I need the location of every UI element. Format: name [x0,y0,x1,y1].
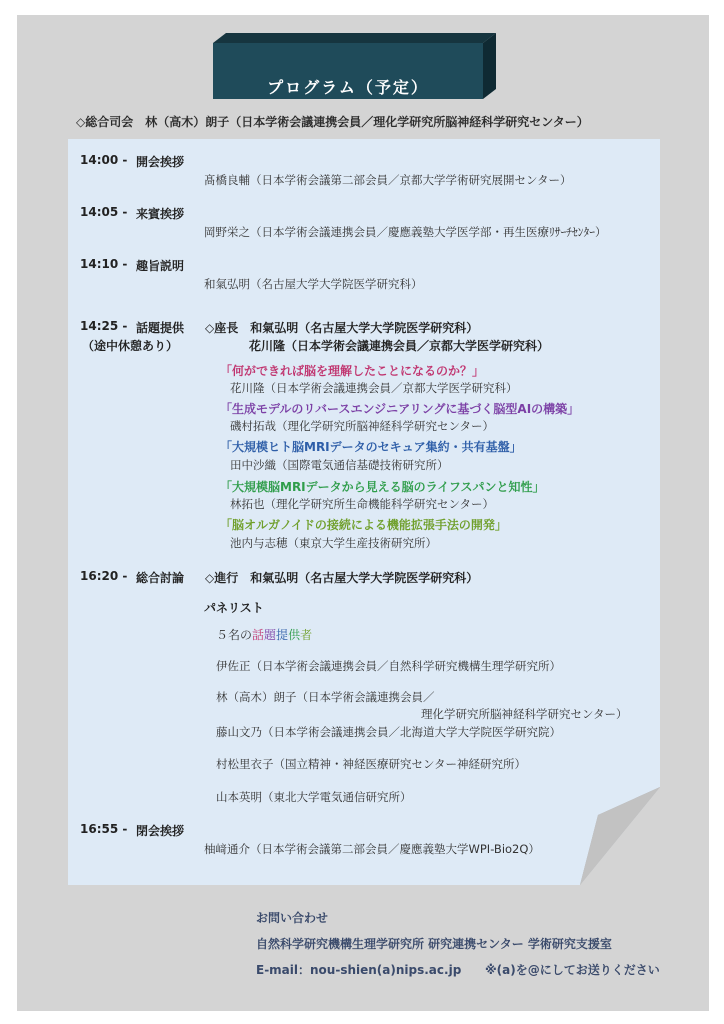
talk-3-speaker: 田中沙織（国際電気通信基礎技術研究所） [230,458,449,472]
closing-label: 閉会挨拶 [136,824,185,838]
topics-chair-2: 花川隆（日本学術会議連携会員／京都大学医学研究科） [249,339,550,353]
contact-label: お問い合わせ [256,911,329,925]
discussion-time: 16:20 - [80,569,128,583]
topics-time: 14:25 - [80,319,128,333]
talk-2-title: 「生成モデルのリバースエンジニアリングに基づく脳型AIの構築」 [220,402,580,416]
closing-time: 16:55 - [80,822,128,836]
guest-speaker: 岡野栄之（日本学術会議連携会員／慶應義塾大学医学部・再生医療ﾘｻｰﾁｾﾝﾀｰ） [204,225,607,239]
discussion-chair: ◇進行 和氣弘明（名古屋大学大学院医学研究科） [205,571,479,585]
contact-organization: 自然科学研究機構生理学研究所 研究連携センター 学術研究支援室 [256,937,612,951]
purpose-label: 趣旨説明 [136,259,185,273]
panelist-4: 村松里衣子（国立精神・神経医療研究センター神経研究所） [216,757,527,771]
guest-label: 来賓挨拶 [136,207,185,221]
opening-label: 開会挨拶 [136,155,185,169]
panelist-2-line-1: 林（高木）朗子（日本学術会議連携会員／ [216,690,435,704]
purpose-speaker: 和氣弘明（名古屋大学大学院医学研究科） [204,277,423,291]
contact-email: E-mail：nou-shien(a)nips.ac.jp [256,963,462,977]
opening-time: 14:00 - [80,153,128,167]
panelists-label: パネリスト [204,601,264,615]
title-box [213,33,497,99]
opening-speaker: 髙橋良輔（日本学術会議第二部会員／京都大学学術研究展開センター） [204,173,572,187]
closing-speaker: 柚﨑通介（日本学術会議第二部会員／慶應義塾大学WPI-Bio2Q） [204,842,540,856]
panel-intro-char-3: 提 [276,628,289,642]
panel-intro-prefix: ５名の [216,628,253,642]
panel-intro-char-2: 題 [264,628,277,642]
panel-intro-char-4: 供 [288,628,301,642]
talk-4-title: 「大規模脳MRIデータから見える脳のライフスパンと知性」 [220,480,545,494]
talk-5-title: 「脳オルガノイドの接続による機能拡張手法の開発」 [220,518,507,532]
discussion-label: 総合討論 [136,571,185,585]
guest-time: 14:05 - [80,205,128,219]
topics-break-note: （途中休憩あり） [82,339,179,353]
panelist-1: 伊佐正（日本学術会議連携会員／自然科学研究機構生理学研究所） [216,659,561,673]
panelist-3: 藤山文乃（日本学術会議連携会員／北海道大学大学院医学研究院） [216,725,561,739]
purpose-time: 14:10 - [80,257,128,271]
panel-intro-char-5: 者 [300,628,313,642]
program-card [68,139,660,885]
talk-5-speaker: 池内与志穂（東京大学生産技術研究所） [230,536,437,550]
contact-email-note: ※(a)を@にしてお送りください [485,963,660,977]
talk-2-speaker: 磯村拓哉（理化学研究所脳神経科学研究センター） [230,419,495,433]
talk-1-title: 「何ができれば脳を理解したことになるのか？」 [220,364,485,378]
panel-intro [216,626,312,643]
talk-4-speaker: 林拓也（理化学研究所生命機能科学研究センター） [230,497,495,511]
moderator-line: ◇総合司会 林（高木）朗子（日本学術会議連携会員／理化学研究所脳神経科学研究センター） [76,115,589,129]
talk-3-title: 「大規模ヒト脳MRIデータのセキュア集約・共有基盤」 [220,440,522,454]
topics-chair-1: ◇座長 和氣弘明（名古屋大学大学院医学研究科） [205,321,479,335]
note-card-shape [68,139,660,885]
talk-1-speaker: 花川隆（日本学術会議連携会員／京都大学医学研究科） [230,381,518,395]
panel-intro-char-1: 話 [252,628,265,642]
page-title: プログラム（予定） [267,78,429,97]
panelist-5: 山本英明（東北大学電気通信研究所） [216,790,412,804]
topics-label: 話題提供 [136,321,185,335]
panelist-2-line-2: 理化学研究所脳神経科学研究センター） [421,707,628,721]
